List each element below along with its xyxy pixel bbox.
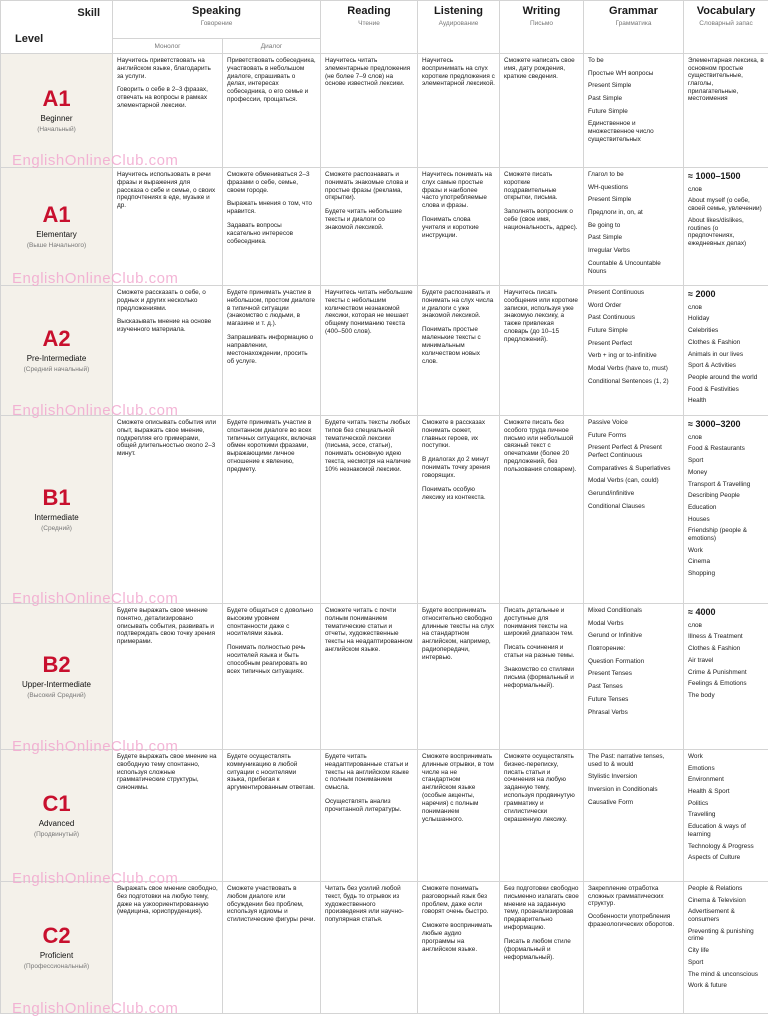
level-cell <box>1 604 113 750</box>
grammar-topic: Phrasal Verbs <box>588 708 628 716</box>
vocabulary-topic: Animals in our lives <box>688 350 744 358</box>
level-code: B2 <box>42 651 71 677</box>
level-row <box>1 604 768 750</box>
vocabulary-size: ≈ 1000–1500 <box>688 171 741 181</box>
vocabulary-topic: слов <box>688 185 702 193</box>
reading-cell <box>321 168 418 286</box>
vocabulary-topic: Shopping <box>688 570 716 578</box>
grammar-topic: Повторение: <box>588 645 626 653</box>
vocabulary-topic: Crime & Punishment <box>688 668 747 676</box>
skill-description: Выражать мнения о том, что нравится. <box>227 200 312 216</box>
grammar-cell <box>584 882 684 1014</box>
grammar-topic: Irregular Verbs <box>588 247 630 255</box>
skill-description: Будете читать небольшие тексты и диалоги со знакомой лексикой. <box>325 208 402 231</box>
reading-cell <box>321 882 418 1014</box>
monologue-cell <box>113 286 223 416</box>
vocabulary-topic: Feelings & Emotions <box>688 680 747 688</box>
vocabulary-topic: Work <box>688 546 703 554</box>
vocabulary-topic: Environment <box>688 776 724 784</box>
col-header-reading: Reading Чтение <box>321 1 418 54</box>
skill-description: Сможете обмениваться 2–3 фразами о себе, семье, своем городе. <box>227 171 310 194</box>
level-name-ru: (Выше Начального) <box>26 242 87 250</box>
level-code: C2 <box>42 922 71 948</box>
vocabulary-size: ≈ 4000 <box>688 607 716 617</box>
skill-description: Будете выражать свое мнение понятно, детализировано описывать события, развивать и подтверждать свою точку зрения примерами. <box>117 607 216 646</box>
grammar-topic: Past Continuous <box>588 314 635 322</box>
vocabulary-topic: About likes/dislikes, routines (о предпочтениях, ежедневных делах) <box>688 216 747 247</box>
skill-description: Понимать слова учителя и короткие инструкции. <box>422 216 479 239</box>
vocabulary-topic: Food & Festivities <box>688 385 739 393</box>
vocabulary-cell <box>684 168 768 286</box>
vocabulary-topic: Work & future <box>688 982 727 990</box>
grammar-topic: Future Simple <box>588 107 628 115</box>
reading-cell <box>321 750 418 882</box>
vocabulary-topic: Элементарная лексика, в основном простые существительные, глаголы, прилагательные, местоимения <box>688 57 764 103</box>
vocabulary-topic: Education <box>688 503 717 511</box>
col-header-speaking: Speaking Говорение <box>113 1 321 39</box>
vocabulary-topic: Technology & Progress <box>688 842 754 850</box>
monologue-cell <box>113 54 223 168</box>
skill-description: Сможете распознавать и понимать знакомые слова и простые фразы (реклама, открытки). <box>325 171 409 202</box>
vocabulary-cell <box>684 604 768 750</box>
level-axis-label: Level <box>15 33 44 45</box>
grammar-topic: Verb + ing or to-infinitive <box>588 352 657 360</box>
vocabulary-cell <box>684 286 768 416</box>
watermark-text: EnglishOnlineClub.com <box>12 402 179 419</box>
vocabulary-cell <box>684 416 768 604</box>
writing-cell <box>500 604 584 750</box>
level-name: Proficient <box>39 950 74 960</box>
skill-description: Научитесь понимать на слух самые простые фразы и наиболее часто употребляемые слова и фразы. <box>422 171 492 210</box>
vocabulary-topic: Cinema <box>688 558 711 566</box>
vocabulary-topic: City life <box>688 947 709 955</box>
vocabulary-topic: Aspects of Culture <box>688 854 741 862</box>
skill-description: Заполнять вопросник о себе (свое имя, национальность, адрес). <box>504 208 578 231</box>
watermark-text: EnglishOnlineClub.com <box>12 590 179 607</box>
grammar-topic: Stylistic Inversion <box>588 773 638 781</box>
vocabulary-size: ≈ 2000 <box>688 289 716 299</box>
skill-description: Сможете описывать события или опыт, выражать свое мнение, подкрепляя его примерами, общей длительностью около 2–3 минут. <box>117 419 217 458</box>
grammar-topic: Modal Verbs <box>588 619 624 627</box>
listening-cell <box>418 750 500 882</box>
grammar-topic: To be <box>588 57 604 64</box>
vocabulary-topic: Food & Restaurants <box>688 445 745 453</box>
level-name: Upper-Intermediate <box>22 679 91 689</box>
grammar-topic: Question Formation <box>588 657 645 665</box>
skill-description: Задавать вопросы касательно интересов собеседника. <box>227 222 294 245</box>
grammar-topic: Present Simple <box>588 196 632 204</box>
vocabulary-topic: Friendship (people & emotions) <box>688 527 747 542</box>
grammar-topic: Present Simple <box>588 82 632 90</box>
vocabulary-topic: Travelling <box>688 811 716 819</box>
skill-description: Будете общаться с довольно высоким уровнем спонтанности даже с носителями языка. <box>227 607 313 638</box>
skill-description: Будете читать неадаптированные статьи и тексты на английском языке с полным пониманием смысла. <box>325 753 409 792</box>
vocabulary-topic: The body <box>688 691 715 699</box>
grammar-topic: Modal Verbs (can, could) <box>588 477 659 485</box>
skill-description: Писать детальные и доступные для понимания тексты на широкий диапазон тем. <box>504 607 574 638</box>
vocabulary-topic: The mind & unconscious <box>688 970 758 978</box>
level-row <box>1 750 768 882</box>
grammar-topic: Особенности употребления фразеологических оборотов. <box>588 913 675 928</box>
reading-cell <box>321 604 418 750</box>
grammar-cell <box>584 604 684 750</box>
vocabulary-topic: People around the world <box>688 373 758 381</box>
grammar-topic: Word Order <box>588 301 622 309</box>
skill-description: Понимать простые маленькие тексты с минимальным количеством новых слов. <box>422 326 481 365</box>
dialogue-cell <box>223 882 321 1014</box>
level-name: Advanced <box>38 818 75 828</box>
level-name: Pre-Intermediate <box>26 353 87 363</box>
vocabulary-topic: Advertisement & consumers <box>688 908 735 924</box>
skill-description: Научитесь воспринимать на слух короткие предложения с элементарной лексикой. <box>422 57 495 88</box>
grammar-topic: Comparatives & Superlatives <box>588 464 671 472</box>
level-row <box>1 882 768 1014</box>
vocabulary-topic: Money <box>688 468 708 476</box>
vocabulary-cell <box>684 750 768 882</box>
watermark-text: EnglishOnlineClub.com <box>12 738 179 755</box>
level-code: A2 <box>42 325 71 351</box>
level-name-ru: (Продвинутый) <box>33 831 80 839</box>
level-row <box>1 54 768 168</box>
dialogue-cell <box>223 604 321 750</box>
vocabulary-topic: Education & ways of learning <box>688 823 746 838</box>
skill-description: Запрашивать информацию о направлении, местонахождении, просить об услуге. <box>227 334 314 365</box>
skill-description: Писать сочинения и статьи на разные темы. <box>504 644 575 660</box>
monologue-cell <box>113 416 223 604</box>
grammar-topic: Present Perfect & Present Perfect Continuous <box>588 444 662 460</box>
level-row <box>1 286 768 416</box>
vocabulary-topic: People & Relations <box>688 885 743 892</box>
level-name: Beginner <box>40 113 73 123</box>
grammar-topic: Глагол to be <box>588 171 624 178</box>
skill-description: Читать без усилий любой текст, будь то отрывок из художественного произведения или научно-популярная статья. <box>325 885 404 924</box>
vocabulary-topic: слов <box>688 433 702 441</box>
skill-description: Приветствовать собеседника, участвовать в небольшом диалоге, спрашивать о делах, интересах собеседника, о его семье и профессии, прощаться. <box>227 57 316 104</box>
vocabulary-topic: слов <box>688 621 702 629</box>
vocabulary-topic: Sport & Activities <box>688 362 736 370</box>
skill-description: Научитесь использовать в речи фразы и выражения для рассказа о себе и семье, о своих предпочтениях в еде, музыке и др. <box>117 171 216 210</box>
vocabulary-topic: Preventing & punishing crime <box>688 927 754 943</box>
writing-cell <box>500 750 584 882</box>
grammar-topic: WH-questions <box>588 183 629 191</box>
listening-cell <box>418 882 500 1014</box>
grammar-cell <box>584 416 684 604</box>
skill-description: Сможете рассказать о себе, о родных и других несколько предложениями. <box>117 289 206 312</box>
grammar-topic: Inversion in Conditionals <box>588 786 658 794</box>
skill-description: Понимать особую лексику из контекста. <box>422 485 486 501</box>
skill-description: Сможете понимать разговорный язык без проблем, даже если говорят очень быстро. <box>422 885 489 916</box>
skill-description: Будете выражать свое мнение на свободную тему спонтанно, используя сложные грамматические структуры, синонимы. <box>117 753 217 792</box>
skill-description: Понимать полностью речь носителей языка и быть способным реагировать во всех типичных ситуациях. <box>227 644 308 675</box>
level-cell <box>1 750 113 882</box>
level-code: C1 <box>42 790 71 816</box>
vocabulary-size: ≈ 3000–3200 <box>688 419 741 429</box>
skill-description: Сможете читать с почти полным пониманием тематические статьи и отчеты, художественные тексты на неадаптированном английском языке. <box>325 607 413 654</box>
level-code: B1 <box>42 484 71 510</box>
skill-description: Знакомство со стилями письма (формальный и неформальный). <box>504 665 574 689</box>
level-code: A1 <box>42 201 71 227</box>
skill-description: Будете принимать участие в небольшом, простом диалоге в типичной ситуации (знакомство с людьми, в магазине и т. д.). <box>227 289 316 328</box>
grammar-topic: Простые WH вопросы <box>588 69 654 77</box>
skill-description: Сможете воспринимать любые аудио программы на английском языке. <box>422 922 493 953</box>
skill-description: В диалогах до 2 минут понимать точку зрения говорящих. <box>422 456 490 479</box>
level-cell <box>1 168 113 286</box>
grammar-topic: Future Simple <box>588 327 628 335</box>
level-name-ru: (Высокий Средний) <box>27 692 86 700</box>
vocabulary-topic: Celebrities <box>688 327 719 335</box>
listening-cell <box>418 416 500 604</box>
reading-cell <box>321 54 418 168</box>
vocabulary-topic: Clothes & Fashion <box>688 645 741 653</box>
skill-description: Будете распознавать и понимать на слух числа и диалоги с уже знакомой лексикой. <box>422 289 494 320</box>
reading-cell <box>321 286 418 416</box>
level-cell <box>1 882 113 1014</box>
level-name-ru: (Средний) <box>41 525 72 533</box>
level-cell <box>1 416 113 604</box>
grammar-topic: Present Continuous <box>588 289 645 296</box>
grammar-topic: Future Tenses <box>588 695 629 703</box>
writing-cell <box>500 168 584 286</box>
listening-cell <box>418 54 500 168</box>
skill-description: Сможете написать свое имя, дату рождения, краткие сведения. <box>504 57 575 80</box>
vocabulary-cell <box>684 54 768 168</box>
grammar-topic: Предлоги in, on, at <box>588 209 643 217</box>
level-cell <box>1 54 113 168</box>
level-cell <box>1 286 113 416</box>
level-name: Elementary <box>36 229 77 239</box>
skill-description: Сможете воспринимать длинные отрывки, в том числе на не стандартном английском языке (особые акценты, наречия) с полным пониманием услышанного. <box>422 753 494 823</box>
skill-description: Писать в любом стиле (формальный и неформальный). <box>504 937 571 961</box>
vocabulary-cell <box>684 882 768 1014</box>
skill-description: Говорить о себе в 2–3 фразах, отвечать на вопросы в рамках элементарной лексики. <box>117 86 208 110</box>
grammar-cell <box>584 286 684 416</box>
grammar-topic: Gerund or Infinitive <box>588 632 642 640</box>
vocabulary-topic: Cinema & Television <box>688 896 746 904</box>
skill-description: Будете воспринимать относительно свободно длинные тексты на слух на стандартном английском, например, радиопередачи, интервью. <box>422 607 494 661</box>
listening-cell <box>418 604 500 750</box>
listening-cell <box>418 168 500 286</box>
grammar-topic: Past Simple <box>588 95 623 103</box>
vocabulary-topic: Holiday <box>688 315 710 323</box>
grammar-topic: Future Forms <box>588 431 627 439</box>
vocabulary-topic: Politics <box>688 799 709 807</box>
skill-description: Научитесь читать элементарные предложения (не более 7–9 слов) на основе известной лексики. <box>325 57 411 88</box>
writing-cell <box>500 416 584 604</box>
grammar-topic: Закрепление отработка сложных грамматических структур. <box>588 885 664 908</box>
skill-description: Научитесь приветствовать на английском языке, благодарить за услуги. <box>117 57 211 80</box>
subheader-dialogue: Диалог <box>223 39 321 54</box>
skill-description: Без подготовки свободно письменно излагать свое мнение на заданную тему, проанализировав предварительно информацию. <box>504 885 579 932</box>
level-code: A1 <box>42 85 71 111</box>
vocabulary-topic: Work <box>688 753 703 760</box>
grammar-topic: Passive Voice <box>588 419 628 426</box>
grammar-topic: Present Tenses <box>588 670 632 678</box>
subheader-monologue: Монолог <box>113 39 223 54</box>
vocabulary-topic: Transport & Travelling <box>688 480 751 488</box>
level-name: Intermediate <box>34 512 79 522</box>
watermark-text: EnglishOnlineClub.com <box>12 1000 179 1017</box>
grammar-topic: Past Tenses <box>588 683 623 691</box>
vocabulary-topic: Emotions <box>688 764 715 772</box>
grammar-topic: Causative Form <box>588 798 634 806</box>
writing-cell <box>500 286 584 416</box>
writing-cell <box>500 54 584 168</box>
grammar-topic: Modal Verbs (have to, must) <box>588 365 668 373</box>
watermark-text: EnglishOnlineClub.com <box>12 152 179 169</box>
dialogue-cell <box>223 750 321 882</box>
grammar-cell <box>584 54 684 168</box>
col-header-grammar: Grammar Грамматика <box>584 1 684 54</box>
skill-description: Выражать свое мнение свободно, без подготовки на любую тему, даже на узкоориентированную (медицина, юриспруденция). <box>117 885 218 916</box>
skill-description: Сможете участвовать в любом диалоге или обсуждении без проблем, используя идиомы и стилистические фигуры речи. <box>227 885 316 924</box>
skill-description: Научитесь читать небольшие тексты с небольшим количеством незнакомой лексики, которая не мешает общему пониманию текста (400–500 слов). <box>325 289 413 336</box>
vocabulary-topic: Sport <box>688 958 704 966</box>
vocabulary-topic: Describing People <box>688 492 740 500</box>
watermark-text: EnglishOnlineClub.com <box>12 270 179 287</box>
dialogue-cell <box>223 416 321 604</box>
skill-description: Будете принимать участие в спонтанном диалоге во всех типичных ситуациях, включая обмен короткими фразами, выражающими личное отношение к явлению, предмету. <box>227 419 316 473</box>
dialogue-cell <box>223 168 321 286</box>
grammar-topic: Conditional Sentences (1, 2) <box>588 377 669 385</box>
grammar-topic: Conditional Clauses <box>588 502 645 510</box>
level-row <box>1 416 768 604</box>
grammar-cell <box>584 168 684 286</box>
skill-description: Сможете в рассказах понимать сюжет, главных героев, их поступки. <box>422 419 486 450</box>
level-name-ru: (Профессиональный) <box>23 963 90 971</box>
vocabulary-topic: слов <box>688 303 702 311</box>
grammar-topic: Mixed Conditionals <box>588 607 642 614</box>
watermark-text: EnglishOnlineClub.com <box>12 870 179 887</box>
skill-description: Сможете писать короткие поздравительные открытки, письма. <box>504 171 558 202</box>
vocabulary-topic: Clothes & Fashion <box>688 338 741 346</box>
vocabulary-topic: Air travel <box>688 656 714 664</box>
grammar-topic: The Past: narrative tenses, used to & would <box>588 753 665 768</box>
skill-description: Осуществлять анализ прочитанной литературы. <box>325 798 402 813</box>
vocabulary-topic: Health <box>688 397 707 405</box>
vocabulary-topic: Sport <box>688 457 704 465</box>
col-header-listening: Listening Аудирование <box>418 1 500 54</box>
grammar-topic: Единственное и множественное число существительных <box>588 120 654 143</box>
monologue-cell <box>113 604 223 750</box>
skill-description: Сможете писать без особого труда личное письмо или небольшой связный текст с опечатками (более 20 предложений, без пользования словарем). <box>504 419 577 473</box>
writing-cell <box>500 882 584 1014</box>
reading-cell <box>321 416 418 604</box>
monologue-cell <box>113 882 223 1014</box>
vocabulary-topic: Illness & Treatment <box>688 633 743 641</box>
vocabulary-topic: About myself (о себе, своей семье, увлечении) <box>688 197 762 213</box>
col-header-writing: Writing Письмо <box>500 1 584 54</box>
dialogue-cell <box>223 54 321 168</box>
grammar-topic: Be going to <box>588 221 621 229</box>
grammar-topic: Present Perfect <box>588 339 633 347</box>
monologue-cell <box>113 168 223 286</box>
col-header-vocabulary: Vocabulary Словарный запас <box>684 1 768 54</box>
vocabulary-topic: Houses <box>688 515 710 523</box>
skill-description: Научитесь писать сообщения или короткие записки, используя уже знакомую лексику, а также привлекая словарь (до 10–15 предложений). <box>504 289 578 343</box>
grammar-topic: Countable & Uncountable Nouns <box>588 259 661 275</box>
dialogue-cell <box>223 286 321 416</box>
monologue-cell <box>113 750 223 882</box>
corner-header <box>1 1 113 54</box>
level-name-ru: (Средний начальный) <box>23 366 90 374</box>
level-row <box>1 168 768 286</box>
vocabulary-topic: Health & Sport <box>688 788 730 796</box>
listening-cell <box>418 286 500 416</box>
grammar-cell <box>584 750 684 882</box>
level-name-ru: (Начальный) <box>37 126 76 134</box>
grammar-topic: Past Simple <box>588 234 623 242</box>
skill-description: Будете осуществлять коммуникацию в любой ситуации с носителями языка, прибегая к аргументированным ответам. <box>227 753 315 792</box>
skill-description: Сможете осуществлять бизнес-переписку, писать статьи и сочинения на любую заданную тему, используя продвинутую грамматику и стилистически окрашенную лексику. <box>504 753 575 823</box>
skill-description: Будете читать тексты любых типов без специальной тематической лексики (письма, эссе, статьи), понимать основную идею текста, несмотря на наличие 10% незнакомой лексики. <box>325 419 411 473</box>
grammar-topic: Gerund/infinitive <box>588 490 635 498</box>
skill-description: Высказывать мнение на основе изученного материала. <box>117 318 212 334</box>
skill-axis-label: Skill <box>77 7 100 19</box>
